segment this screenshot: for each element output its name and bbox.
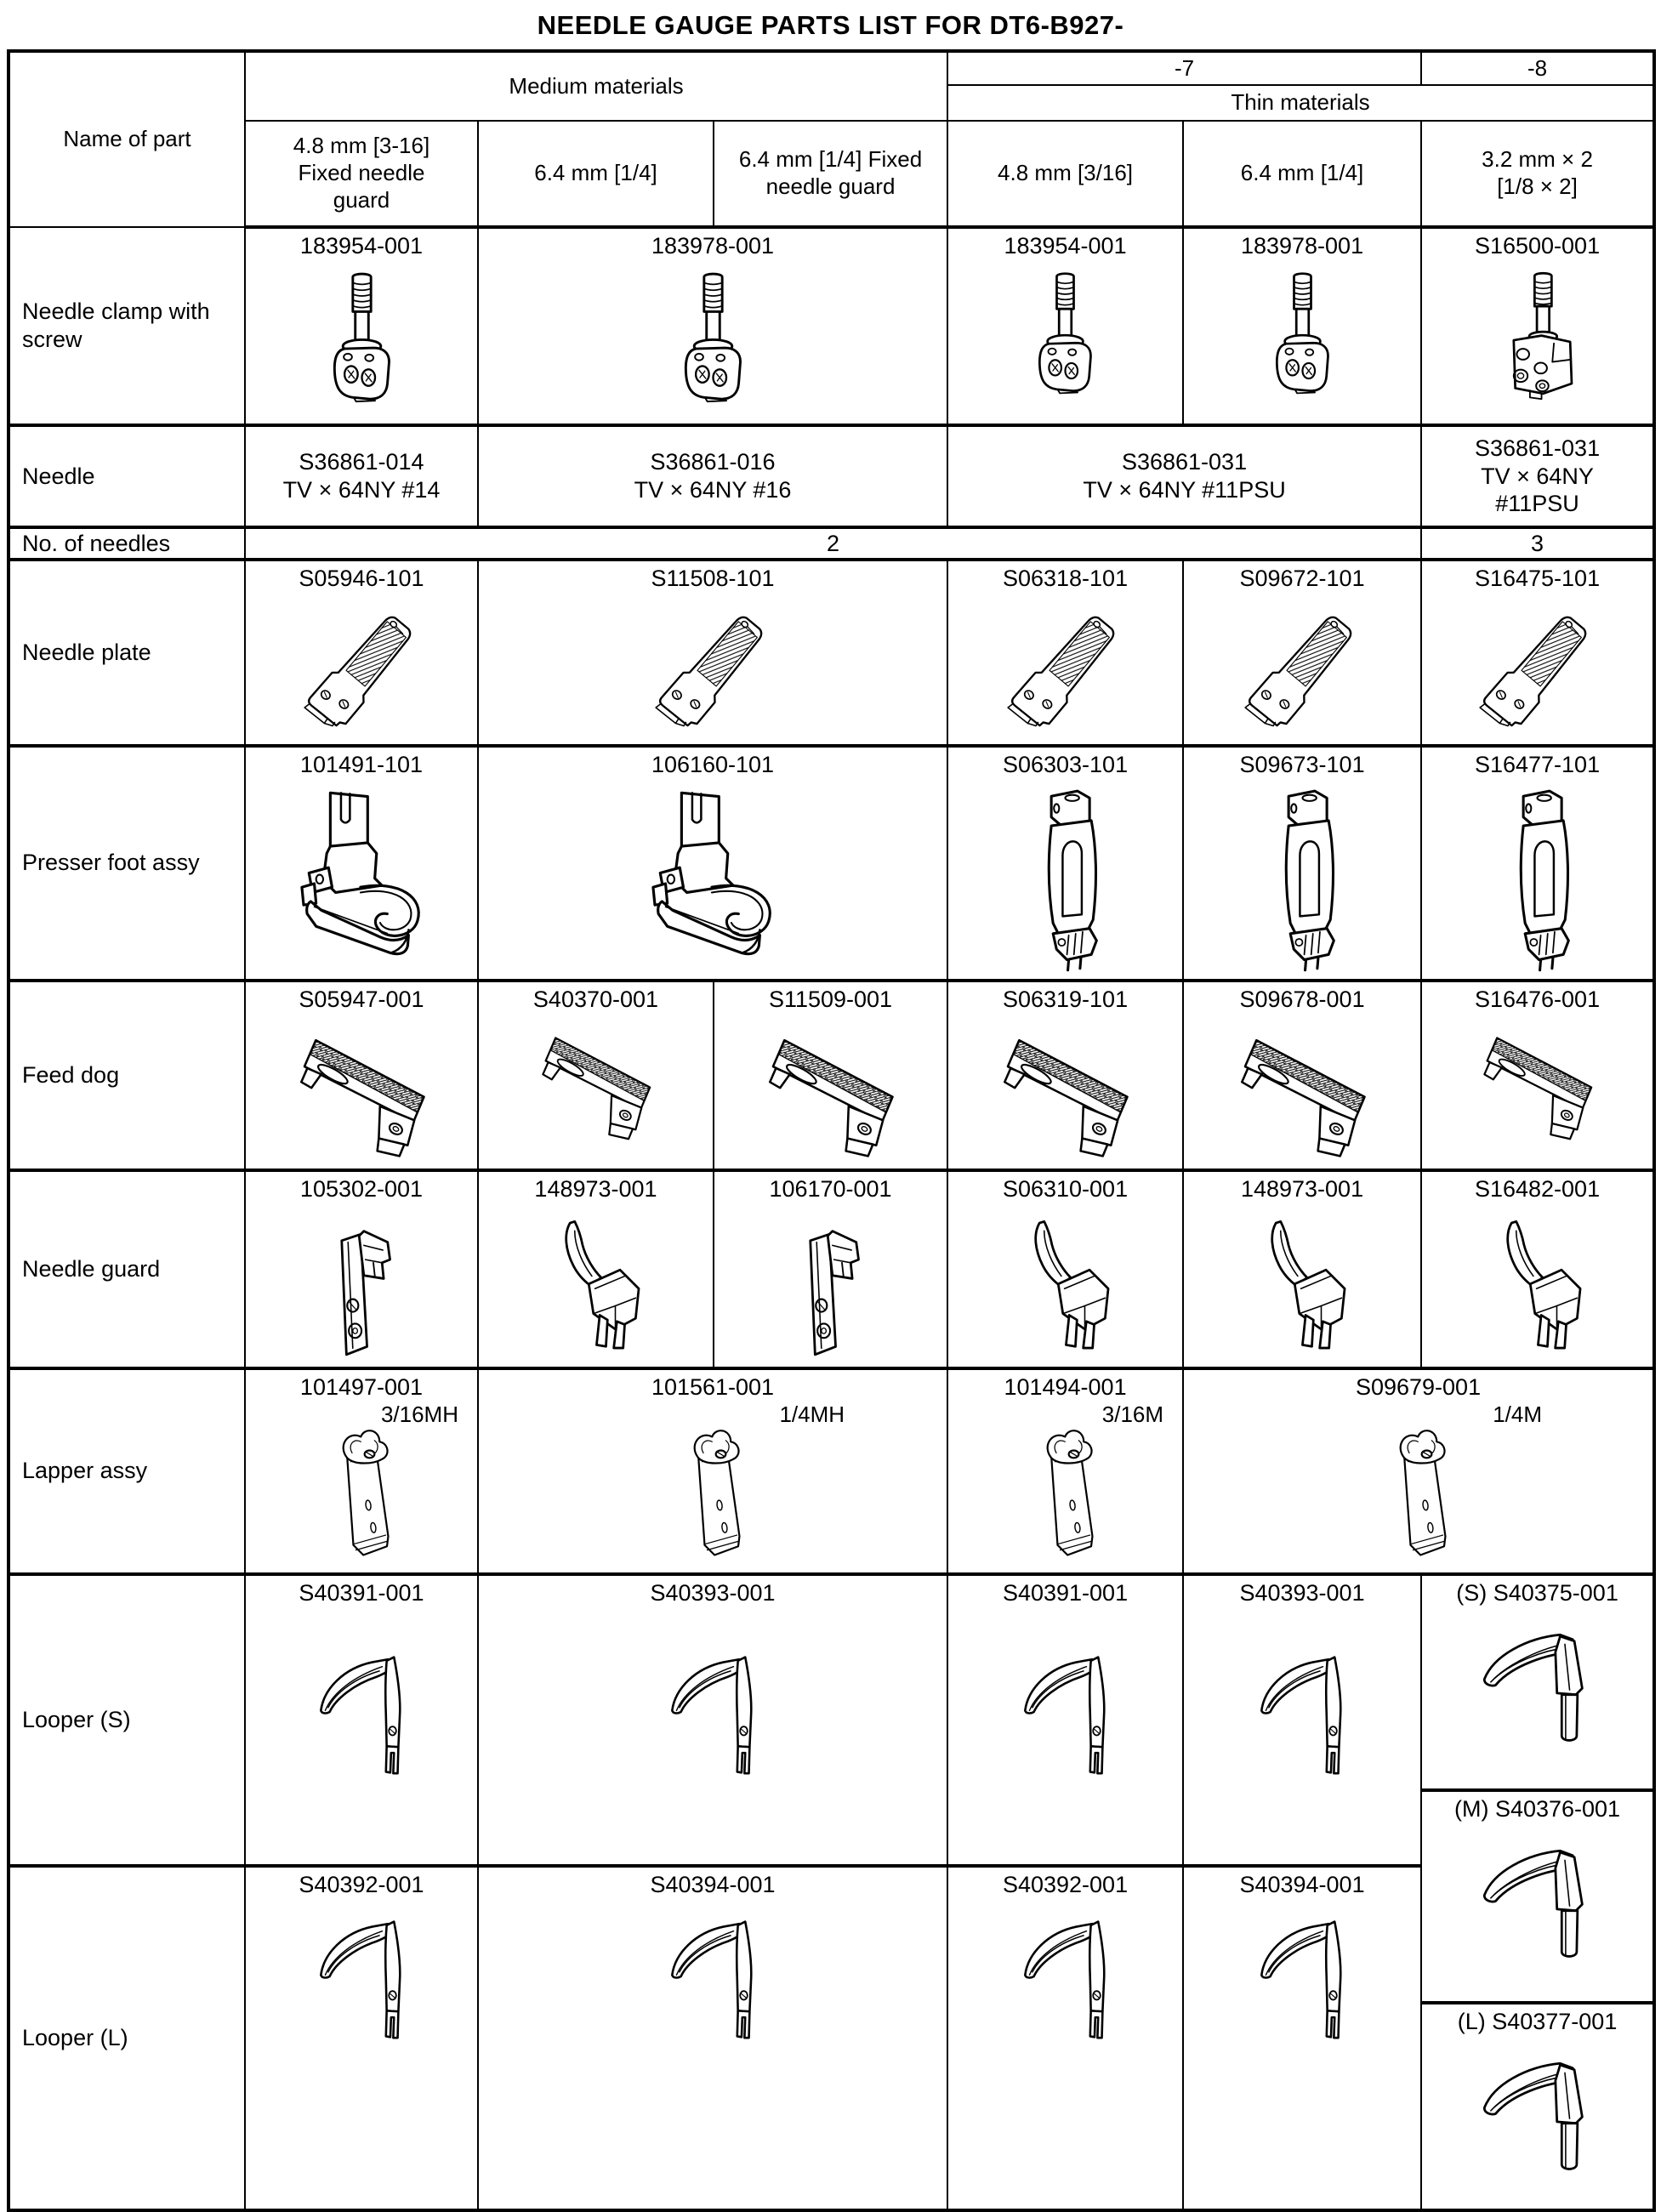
part-number: 101497-001 bbox=[299, 1373, 424, 1400]
cell-needle-count-minus8: 3 bbox=[1421, 527, 1654, 560]
part-number: 183978-001 bbox=[1240, 233, 1364, 259]
needle-plate-icon bbox=[302, 601, 422, 744]
cell-looper-l-c4 bbox=[947, 1866, 1183, 2210]
cell-looper-s-minus8 bbox=[1422, 1576, 1652, 1788]
part-number: (L) S40377-001 bbox=[1457, 2008, 1618, 2034]
row-label-lapper: Lapper assy bbox=[9, 1368, 245, 1574]
row-label-looper-s: Looper (S) bbox=[9, 1574, 245, 1866]
part-number: S06303-101 bbox=[1002, 751, 1129, 777]
gauge-size: 1/4M bbox=[1493, 1401, 1543, 1427]
part-number: 106160-101 bbox=[651, 751, 775, 777]
looper-icon bbox=[1476, 1832, 1599, 1993]
feed-dog-icon bbox=[1468, 1022, 1607, 1150]
needle-clamp-icon bbox=[672, 269, 754, 405]
needle-plate-icon bbox=[1243, 601, 1362, 744]
looper-minus8-stack bbox=[1422, 1576, 1652, 2206]
cell-feed-dog-c1 bbox=[245, 981, 478, 1170]
needle-guard-icon bbox=[1013, 1212, 1118, 1361]
cell-needle-guard-c4 bbox=[947, 1170, 1183, 1368]
looper-icon bbox=[1016, 1643, 1115, 1786]
row-label-needle-guard: Needle guard bbox=[9, 1170, 245, 1368]
cell-needle-clamp-c23 bbox=[478, 227, 947, 425]
row-label-needle-plate: Needle plate bbox=[9, 560, 245, 746]
presser-foot-icon bbox=[284, 788, 440, 979]
feed-dog-icon bbox=[986, 1022, 1145, 1169]
part-number: S40394-001 bbox=[650, 1871, 776, 1897]
part-number: S36861-014 bbox=[299, 449, 424, 475]
part-number: S09678-001 bbox=[1239, 986, 1365, 1012]
part-number: S09673-101 bbox=[1239, 751, 1365, 777]
needle-type: TV × 64NY #11PSU bbox=[1083, 477, 1286, 503]
cell-feed-dog-c5 bbox=[1183, 981, 1421, 1170]
parts-table bbox=[7, 49, 1656, 2212]
part-number: 101494-001 bbox=[1004, 1373, 1127, 1400]
cell-needle-plate-c1 bbox=[245, 560, 478, 746]
looper-icon bbox=[663, 1908, 762, 2050]
part-number: S36861-031 bbox=[1121, 449, 1248, 475]
needle-guard-icon bbox=[543, 1212, 649, 1361]
cell-needle-plate-c23 bbox=[478, 560, 947, 746]
cell-feed-dog-c3 bbox=[714, 981, 947, 1170]
cell-looper-m-minus8 bbox=[1422, 1788, 1652, 2001]
cell-feed-dog-c2 bbox=[478, 981, 714, 1170]
part-number: S16476-001 bbox=[1474, 986, 1601, 1012]
part-number: S09672-101 bbox=[1239, 566, 1365, 591]
cell-needle-clamp-c1 bbox=[245, 227, 478, 425]
looper-icon bbox=[1476, 2044, 1599, 2206]
looper-icon bbox=[312, 1908, 411, 2050]
part-number: S11508-101 bbox=[651, 566, 775, 591]
cell-presser-foot-c23 bbox=[478, 746, 947, 981]
looper-icon bbox=[1016, 1908, 1115, 2050]
cell-looper-l-c5 bbox=[1183, 1866, 1421, 2210]
part-number: 101491-101 bbox=[299, 751, 424, 777]
part-number: 183954-001 bbox=[299, 233, 424, 259]
feed-dog-icon bbox=[526, 1022, 665, 1150]
header-spec-c3: 6.4 mm [1/4] Fixed needle guard bbox=[714, 121, 947, 227]
part-number: S40394-001 bbox=[1239, 1871, 1365, 1897]
gauge-size: 1/4MH bbox=[779, 1401, 845, 1427]
part-number: 148973-001 bbox=[1240, 1175, 1364, 1202]
lapper-icon bbox=[1019, 1417, 1112, 1563]
header-spec-c6-line2: [1/8 × 2] bbox=[1497, 173, 1578, 199]
cell-lapper-c1 bbox=[245, 1368, 478, 1574]
presser-foot-icon bbox=[1250, 788, 1355, 979]
needle-guard-icon bbox=[316, 1212, 407, 1367]
part-number: 183954-001 bbox=[1004, 233, 1127, 259]
row-label-feed-dog: Feed dog bbox=[9, 981, 245, 1170]
cell-looper-l-c1 bbox=[245, 1866, 478, 2210]
cell-lapper-c4 bbox=[947, 1368, 1183, 1574]
lapper-icon bbox=[1372, 1417, 1465, 1563]
cell-needle-c1 bbox=[245, 425, 478, 527]
header-thin-materials: Thin materials bbox=[947, 85, 1654, 121]
part-number: S05946-101 bbox=[299, 566, 424, 591]
cell-looper-minus8-stack bbox=[1421, 1574, 1654, 2210]
needle-plate-icon bbox=[1477, 601, 1597, 744]
needle-plate-icon bbox=[653, 601, 773, 744]
row-label-looper-l: Looper (L) bbox=[9, 1866, 245, 2210]
cell-presser-foot-c5 bbox=[1183, 746, 1421, 981]
cell-lapper-c23 bbox=[478, 1368, 947, 1574]
presser-foot-icon bbox=[1485, 788, 1590, 979]
presser-foot-icon bbox=[1013, 788, 1118, 979]
part-number: S40391-001 bbox=[1002, 1579, 1129, 1606]
cell-lapper-c56 bbox=[1183, 1368, 1654, 1574]
lapper-icon bbox=[315, 1417, 408, 1563]
row-label-presser-foot: Presser foot assy bbox=[9, 746, 245, 981]
header-spec-c1: 4.8 mm [3-16] Fixed needle guard bbox=[245, 121, 478, 227]
row-label-needle-clamp: Needle clamp with screw bbox=[9, 227, 245, 425]
cell-needle-c23 bbox=[478, 425, 947, 527]
needle-type: TV × 64NY bbox=[1481, 463, 1594, 489]
needle-plate-icon bbox=[1005, 601, 1125, 744]
cell-needle-count-main: 2 bbox=[245, 527, 1421, 560]
cell-needle-guard-c2 bbox=[478, 1170, 714, 1368]
part-number: S05947-001 bbox=[299, 986, 424, 1012]
part-number: 101561-001 bbox=[651, 1373, 775, 1400]
cell-presser-foot-c6 bbox=[1421, 746, 1654, 981]
cell-looper-l-c23 bbox=[478, 1866, 947, 2210]
row-label-needle: Needle bbox=[9, 425, 245, 527]
cell-feed-dog-c6 bbox=[1421, 981, 1654, 1170]
part-number: S40392-001 bbox=[299, 1871, 424, 1897]
needle-type: TV × 64NY #16 bbox=[634, 477, 792, 503]
part-number: S36861-031 bbox=[1474, 435, 1601, 461]
needle-clamp-icon bbox=[1264, 269, 1341, 396]
cell-needle-plate-c4 bbox=[947, 560, 1183, 746]
part-number: S16477-101 bbox=[1474, 751, 1601, 777]
part-number: S09679-001 bbox=[1355, 1373, 1482, 1400]
cell-needle-c45 bbox=[947, 425, 1421, 527]
needle-type: TV × 64NY #14 bbox=[282, 477, 441, 503]
feed-dog-icon bbox=[282, 1022, 441, 1169]
needle-clamp-icon bbox=[1495, 269, 1580, 405]
part-number: (M) S40376-001 bbox=[1453, 1795, 1621, 1822]
cell-needle-guard-c3 bbox=[714, 1170, 947, 1368]
part-number: S36861-016 bbox=[650, 449, 776, 475]
part-number: S06318-101 bbox=[1002, 566, 1129, 591]
cell-presser-foot-c1 bbox=[245, 746, 478, 981]
needle-clamp-icon bbox=[1027, 269, 1104, 396]
cell-looper-s-c1 bbox=[245, 1574, 478, 1866]
part-number: S16482-001 bbox=[1474, 1175, 1601, 1202]
cell-looper-s-c5 bbox=[1183, 1574, 1421, 1866]
needle-clamp-icon bbox=[321, 269, 403, 405]
cell-needle-guard-c5 bbox=[1183, 1170, 1421, 1368]
cell-needle-c6 bbox=[1421, 425, 1654, 527]
header-name-of-part: Name of part bbox=[9, 51, 245, 227]
needle-type: #11PSU bbox=[1495, 491, 1579, 517]
part-number: S40370-001 bbox=[532, 986, 659, 1012]
looper-icon bbox=[663, 1643, 762, 1786]
needle-guard-icon bbox=[1485, 1212, 1590, 1361]
header-minus7: -7 bbox=[947, 51, 1421, 85]
part-number: 106170-001 bbox=[769, 1175, 892, 1202]
cell-needle-plate-c5 bbox=[1183, 560, 1421, 746]
row-label-no-of-needles: No. of needles bbox=[9, 527, 245, 560]
part-number: S40393-001 bbox=[650, 1579, 776, 1606]
part-number: S16500-001 bbox=[1474, 233, 1601, 259]
feed-dog-icon bbox=[1223, 1022, 1382, 1169]
part-number: S06319-101 bbox=[1002, 986, 1129, 1012]
part-number: S40391-001 bbox=[299, 1579, 424, 1606]
cell-needle-plate-c6 bbox=[1421, 560, 1654, 746]
part-number: 148973-001 bbox=[534, 1175, 657, 1202]
cell-needle-clamp-c6 bbox=[1421, 227, 1654, 425]
cell-needle-guard-c1 bbox=[245, 1170, 478, 1368]
part-number: 183978-001 bbox=[651, 233, 775, 259]
cell-looper-l-minus8 bbox=[1422, 2001, 1652, 2206]
cell-needle-guard-c6 bbox=[1421, 1170, 1654, 1368]
page-title: NEEDLE GAUGE PARTS LIST FOR DT6-B927- bbox=[537, 10, 1124, 40]
cell-needle-clamp-c4 bbox=[947, 227, 1183, 425]
gauge-size: 3/16M bbox=[1101, 1401, 1164, 1427]
feed-dog-icon bbox=[751, 1022, 910, 1169]
cell-feed-dog-c4 bbox=[947, 981, 1183, 1170]
looper-icon bbox=[1476, 1616, 1599, 1777]
header-spec-c6 bbox=[1421, 121, 1654, 227]
part-number: S06310-001 bbox=[1002, 1175, 1129, 1202]
looper-icon bbox=[1253, 1643, 1351, 1786]
header-spec-c5: 6.4 mm [1/4] bbox=[1183, 121, 1421, 227]
header-medium-materials: Medium materials bbox=[245, 51, 947, 121]
looper-icon bbox=[1253, 1908, 1351, 2050]
needle-guard-icon bbox=[785, 1212, 876, 1367]
cell-looper-s-c4 bbox=[947, 1574, 1183, 1866]
looper-icon bbox=[312, 1643, 411, 1786]
header-minus8: -8 bbox=[1421, 51, 1654, 85]
part-number: S16475-101 bbox=[1474, 566, 1601, 591]
part-number: 105302-001 bbox=[299, 1175, 424, 1202]
part-number: (S) S40375-001 bbox=[1456, 1579, 1618, 1606]
header-spec-c6-line1: 3.2 mm × 2 bbox=[1482, 146, 1593, 173]
gauge-size: 3/16MH bbox=[380, 1401, 458, 1427]
needle-guard-icon bbox=[1249, 1212, 1355, 1361]
cell-looper-s-c23 bbox=[478, 1574, 947, 1866]
lapper-icon bbox=[666, 1417, 759, 1563]
cell-presser-foot-c4 bbox=[947, 746, 1183, 981]
presser-foot-icon bbox=[635, 788, 791, 979]
header-spec-c4: 4.8 mm [3/16] bbox=[947, 121, 1183, 227]
cell-needle-clamp-c5 bbox=[1183, 227, 1421, 425]
part-number: S40393-001 bbox=[1239, 1579, 1365, 1606]
part-number: S11509-001 bbox=[768, 986, 893, 1012]
header-spec-c2: 6.4 mm [1/4] bbox=[478, 121, 714, 227]
part-number: S40392-001 bbox=[1002, 1871, 1129, 1897]
